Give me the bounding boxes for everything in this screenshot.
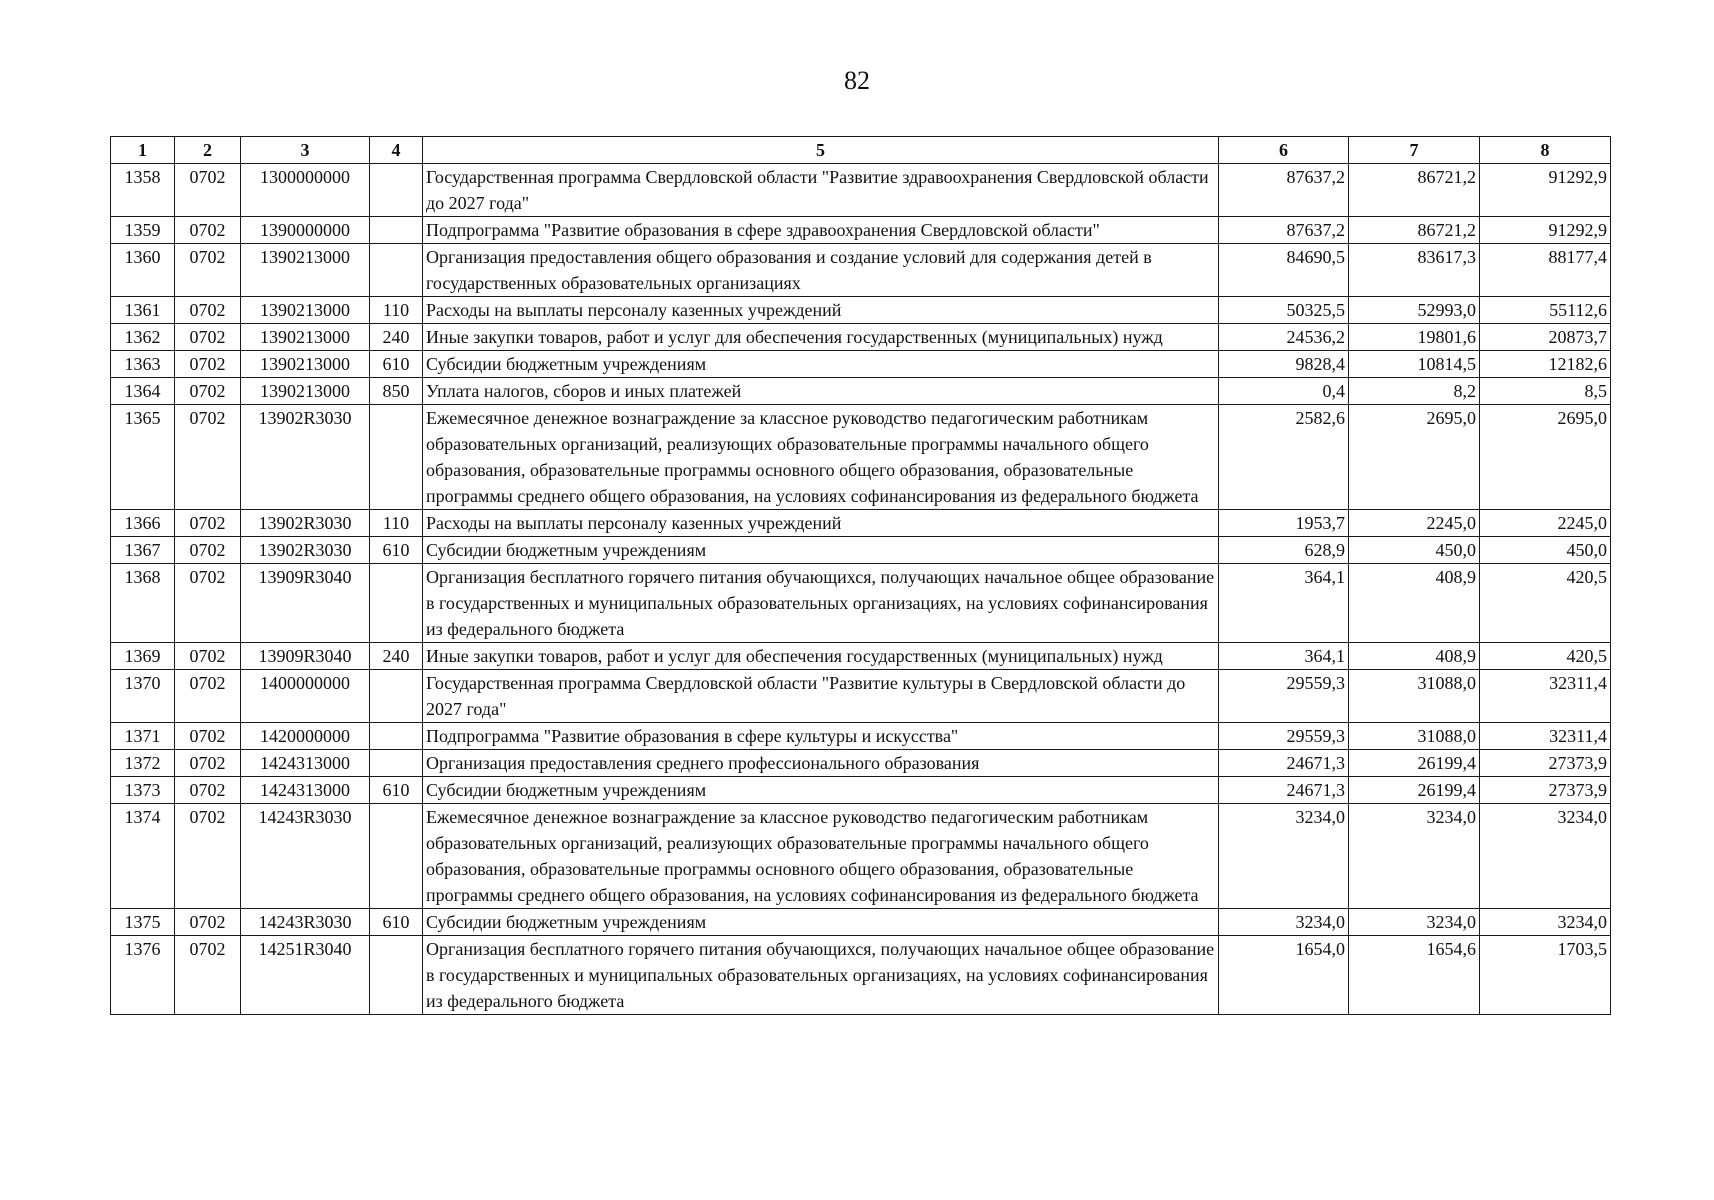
section-code: 0702 (175, 643, 241, 670)
item-name: Субсидии бюджетным учреждениям (423, 351, 1219, 378)
amount-col6: 1654,0 (1219, 936, 1349, 1015)
amount-col8: 27373,9 (1480, 777, 1611, 804)
amount-col6: 364,1 (1219, 643, 1349, 670)
amount-col7: 450,0 (1349, 537, 1480, 564)
amount-col8: 91292,9 (1480, 217, 1611, 244)
target-code: 13902R3030 (241, 510, 370, 537)
row-number: 1364 (111, 378, 175, 405)
item-name: Иные закупки товаров, работ и услуг для обеспечения государственных (муниципальных) нужд (423, 643, 1219, 670)
expense-type (370, 564, 423, 643)
item-name: Субсидии бюджетным учреждениям (423, 537, 1219, 564)
row-number: 1372 (111, 750, 175, 777)
section-code: 0702 (175, 510, 241, 537)
amount-col7: 86721,2 (1349, 217, 1480, 244)
col-header: 7 (1349, 137, 1480, 164)
table-row (111, 217, 1611, 244)
section-code: 0702 (175, 564, 241, 643)
table-row (111, 351, 1611, 378)
amount-col8: 91292,9 (1480, 164, 1611, 217)
amount-col7: 3234,0 (1349, 909, 1480, 936)
section-code: 0702 (175, 351, 241, 378)
expense-type: 110 (370, 297, 423, 324)
expense-type (370, 217, 423, 244)
table-row (111, 723, 1611, 750)
amount-col7: 52993,0 (1349, 297, 1480, 324)
expense-type (370, 405, 423, 510)
amount-col8: 1703,5 (1480, 936, 1611, 1015)
row-number: 1370 (111, 670, 175, 723)
amount-col8: 420,5 (1480, 643, 1611, 670)
amount-col8: 3234,0 (1480, 804, 1611, 909)
item-name: Уплата налогов, сборов и иных платежей (423, 378, 1219, 405)
amount-col6: 1953,7 (1219, 510, 1349, 537)
item-name: Государственная программа Свердловской области "Развитие культуры в Свердловской области до 2027 года" (423, 670, 1219, 723)
col-header: 8 (1480, 137, 1611, 164)
expense-type: 610 (370, 537, 423, 564)
amount-col7: 2245,0 (1349, 510, 1480, 537)
amount-col7: 86721,2 (1349, 164, 1480, 217)
expense-type: 240 (370, 324, 423, 351)
row-number: 1360 (111, 244, 175, 297)
table-row (111, 670, 1611, 723)
table-row (111, 510, 1611, 537)
target-code: 1390213000 (241, 297, 370, 324)
section-code: 0702 (175, 297, 241, 324)
target-code: 13902R3030 (241, 405, 370, 510)
table-row (111, 777, 1611, 804)
row-number: 1366 (111, 510, 175, 537)
row-number: 1361 (111, 297, 175, 324)
row-number: 1371 (111, 723, 175, 750)
amount-col6: 628,9 (1219, 537, 1349, 564)
amount-col8: 20873,7 (1480, 324, 1611, 351)
amount-col7: 31088,0 (1349, 670, 1480, 723)
item-name: Иные закупки товаров, работ и услуг для обеспечения государственных (муниципальных) нужд (423, 324, 1219, 351)
amount-col6: 29559,3 (1219, 723, 1349, 750)
section-code: 0702 (175, 750, 241, 777)
amount-col6: 87637,2 (1219, 164, 1349, 217)
target-code: 14243R3030 (241, 804, 370, 909)
row-number: 1373 (111, 777, 175, 804)
amount-col7: 26199,4 (1349, 777, 1480, 804)
section-code: 0702 (175, 324, 241, 351)
expense-type (370, 750, 423, 777)
table-row (111, 378, 1611, 405)
item-name: Субсидии бюджетным учреждениям (423, 777, 1219, 804)
target-code: 14251R3040 (241, 936, 370, 1015)
target-code: 1390000000 (241, 217, 370, 244)
row-number: 1367 (111, 537, 175, 564)
amount-col6: 9828,4 (1219, 351, 1349, 378)
amount-col8: 32311,4 (1480, 723, 1611, 750)
amount-col6: 29559,3 (1219, 670, 1349, 723)
target-code: 1424313000 (241, 750, 370, 777)
item-name: Организация предоставления общего образования и создание условий для содержания детей в государственных образовательных организациях (423, 244, 1219, 297)
amount-col7: 8,2 (1349, 378, 1480, 405)
header-row (111, 137, 1611, 164)
expense-type: 110 (370, 510, 423, 537)
amount-col8: 32311,4 (1480, 670, 1611, 723)
item-name: Расходы на выплаты персоналу казенных учреждений (423, 297, 1219, 324)
item-name: Субсидии бюджетным учреждениям (423, 909, 1219, 936)
item-name: Подпрограмма "Развитие образования в сфере здравоохранения Свердловской области" (423, 217, 1219, 244)
table-row (111, 297, 1611, 324)
section-code: 0702 (175, 909, 241, 936)
section-code: 0702 (175, 936, 241, 1015)
amount-col7: 26199,4 (1349, 750, 1480, 777)
expense-type (370, 936, 423, 1015)
expense-type: 610 (370, 777, 423, 804)
col-header: 1 (111, 137, 175, 164)
target-code: 1390213000 (241, 351, 370, 378)
target-code: 13902R3030 (241, 537, 370, 564)
amount-col8: 450,0 (1480, 537, 1611, 564)
amount-col8: 55112,6 (1480, 297, 1611, 324)
amount-col7: 1654,6 (1349, 936, 1480, 1015)
amount-col7: 2695,0 (1349, 405, 1480, 510)
row-number: 1368 (111, 564, 175, 643)
amount-col8: 27373,9 (1480, 750, 1611, 777)
table-row (111, 909, 1611, 936)
table-row (111, 804, 1611, 909)
section-code: 0702 (175, 378, 241, 405)
section-code: 0702 (175, 537, 241, 564)
target-code: 1390213000 (241, 324, 370, 351)
table-row (111, 244, 1611, 297)
item-name: Ежемесячное денежное вознаграждение за классное руководство педагогическим работникам образовательных организаций, реализующих образовательные программы начального общего образования, образовательные программы основного общего образования, образовательные программы среднего общего образования, на условиях софинансирования из федерального бюджета (423, 804, 1219, 909)
row-number: 1375 (111, 909, 175, 936)
section-code: 0702 (175, 723, 241, 750)
amount-col6: 364,1 (1219, 564, 1349, 643)
target-code: 1400000000 (241, 670, 370, 723)
expense-type (370, 804, 423, 909)
item-name: Организация предоставления среднего профессионального образования (423, 750, 1219, 777)
col-header: 2 (175, 137, 241, 164)
expense-type: 610 (370, 909, 423, 936)
expense-type (370, 723, 423, 750)
item-name: Организация бесплатного горячего питания обучающихся, получающих начальное общее образование в государственных и муниципальных образовательных организациях, на условиях софинансирования из федерального бюджета (423, 564, 1219, 643)
row-number: 1376 (111, 936, 175, 1015)
row-number: 1358 (111, 164, 175, 217)
item-name: Расходы на выплаты персоналу казенных учреждений (423, 510, 1219, 537)
row-number: 1362 (111, 324, 175, 351)
target-code: 1420000000 (241, 723, 370, 750)
amount-col7: 408,9 (1349, 564, 1480, 643)
target-code: 13909R3040 (241, 643, 370, 670)
amount-col6: 24536,2 (1219, 324, 1349, 351)
item-name: Организация бесплатного горячего питания обучающихся, получающих начальное общее образование в государственных и муниципальных образовательных организациях, на условиях софинансирования из федерального бюджета (423, 936, 1219, 1015)
section-code: 0702 (175, 164, 241, 217)
col-header: 6 (1219, 137, 1349, 164)
table-row (111, 643, 1611, 670)
amount-col8: 3234,0 (1480, 909, 1611, 936)
amount-col7: 31088,0 (1349, 723, 1480, 750)
col-header: 3 (241, 137, 370, 164)
table-row (111, 324, 1611, 351)
table-row (111, 750, 1611, 777)
target-code: 1390213000 (241, 244, 370, 297)
target-code: 1390213000 (241, 378, 370, 405)
amount-col8: 12182,6 (1480, 351, 1611, 378)
section-code: 0702 (175, 244, 241, 297)
table-row (111, 405, 1611, 510)
page-number: 82 (844, 66, 870, 95)
row-number: 1359 (111, 217, 175, 244)
budget-table (110, 136, 1611, 1015)
expense-type: 610 (370, 351, 423, 378)
item-name: Ежемесячное денежное вознаграждение за классное руководство педагогическим работникам образовательных организаций, реализующих образовательные программы начального общего образования, образовательные программы основного общего образования, образовательные программы среднего общего образования, на условиях софинансирования из федерального бюджета (423, 405, 1219, 510)
section-code: 0702 (175, 777, 241, 804)
amount-col6: 3234,0 (1219, 804, 1349, 909)
table-row (111, 537, 1611, 564)
amount-col8: 88177,4 (1480, 244, 1611, 297)
amount-col7: 3234,0 (1349, 804, 1480, 909)
table-row (111, 936, 1611, 1015)
col-header: 4 (370, 137, 423, 164)
item-name: Государственная программа Свердловской области "Развитие здравоохранения Свердловской области до 2027 года" (423, 164, 1219, 217)
table-row (111, 164, 1611, 217)
expense-type (370, 244, 423, 297)
expense-type: 240 (370, 643, 423, 670)
row-number: 1365 (111, 405, 175, 510)
amount-col7: 19801,6 (1349, 324, 1480, 351)
row-number: 1363 (111, 351, 175, 378)
section-code: 0702 (175, 804, 241, 909)
amount-col8: 2245,0 (1480, 510, 1611, 537)
row-number: 1374 (111, 804, 175, 909)
amount-col6: 50325,5 (1219, 297, 1349, 324)
amount-col6: 2582,6 (1219, 405, 1349, 510)
row-number: 1369 (111, 643, 175, 670)
table-row (111, 564, 1611, 643)
target-code: 1300000000 (241, 164, 370, 217)
amount-col7: 83617,3 (1349, 244, 1480, 297)
amount-col6: 3234,0 (1219, 909, 1349, 936)
amount-col6: 24671,3 (1219, 750, 1349, 777)
expense-type (370, 164, 423, 217)
amount-col8: 2695,0 (1480, 405, 1611, 510)
item-name: Подпрограмма "Развитие образования в сфере культуры и искусства" (423, 723, 1219, 750)
amount-col8: 8,5 (1480, 378, 1611, 405)
amount-col8: 420,5 (1480, 564, 1611, 643)
expense-type: 850 (370, 378, 423, 405)
amount-col6: 0,4 (1219, 378, 1349, 405)
col-header: 5 (423, 137, 1219, 164)
target-code: 13909R3040 (241, 564, 370, 643)
target-code: 14243R3030 (241, 909, 370, 936)
amount-col7: 10814,5 (1349, 351, 1480, 378)
section-code: 0702 (175, 405, 241, 510)
section-code: 0702 (175, 670, 241, 723)
amount-col6: 87637,2 (1219, 217, 1349, 244)
expense-type (370, 670, 423, 723)
target-code: 1424313000 (241, 777, 370, 804)
amount-col6: 84690,5 (1219, 244, 1349, 297)
amount-col6: 24671,3 (1219, 777, 1349, 804)
amount-col7: 408,9 (1349, 643, 1480, 670)
section-code: 0702 (175, 217, 241, 244)
